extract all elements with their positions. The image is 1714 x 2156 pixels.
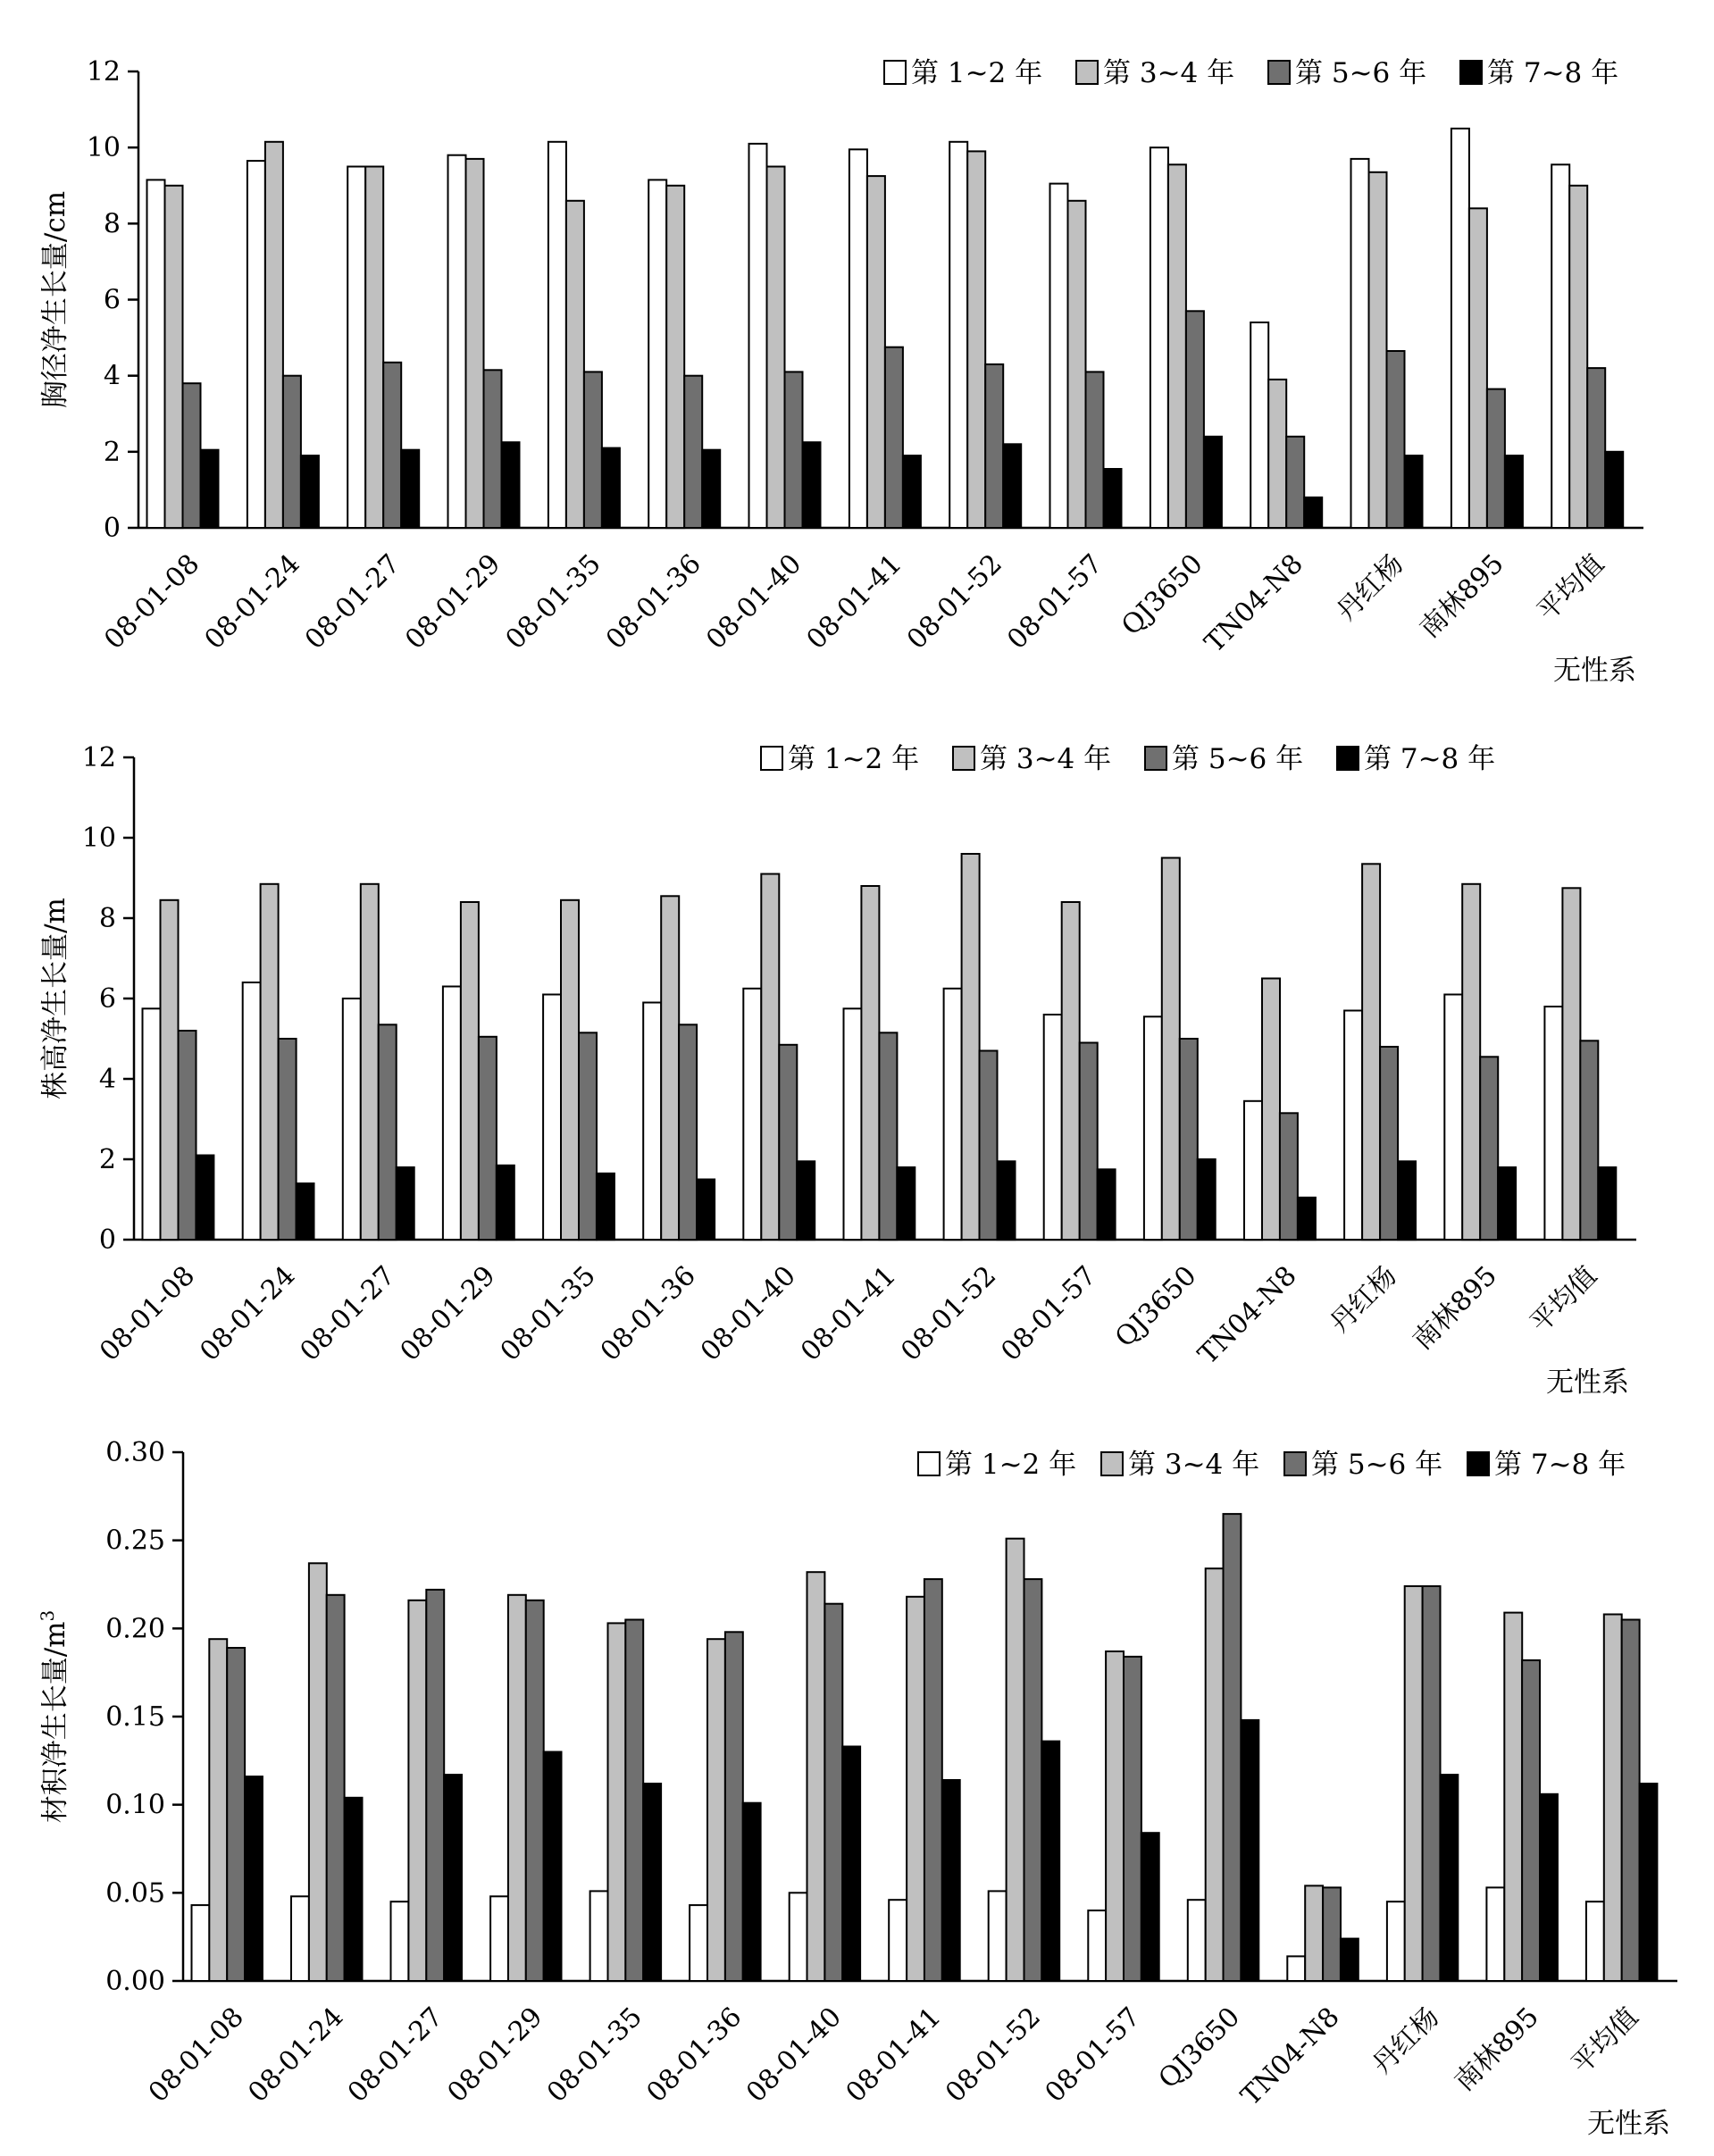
bar-1-8	[849, 149, 867, 528]
bar-4-2	[297, 1183, 314, 1240]
bar-2-2	[309, 1563, 327, 1981]
bar-1-12	[1244, 1101, 1262, 1240]
x-category-label: 08-01-08	[94, 1259, 202, 1367]
x-category-label: 08-01-08	[142, 2001, 250, 2109]
bar-3-2	[283, 376, 301, 528]
bar-2-1	[165, 186, 183, 528]
bar-4-1	[196, 1156, 213, 1241]
bar-1-7	[790, 1893, 807, 1981]
y-tick-label: 4	[98, 1064, 116, 1095]
bar-2-5	[561, 900, 579, 1240]
bar-4-6	[697, 1180, 715, 1241]
y-tick-label: 8	[103, 208, 121, 240]
bar-2-10	[1062, 902, 1080, 1240]
bar-1-8	[889, 1900, 907, 1981]
x-category-label: 08-01-08	[98, 547, 206, 656]
legend-label: 第 5~6 年	[1311, 1449, 1443, 1481]
bar-4-9	[1041, 1742, 1059, 1981]
bar-1-6	[690, 1905, 707, 1981]
x-category-label: TN04-N8	[1191, 1259, 1303, 1371]
bar-1-3	[343, 999, 361, 1240]
x-category-label: 平均值	[1531, 547, 1610, 628]
chart-panel-3	[37, 1437, 1677, 2140]
bar-2-6	[666, 186, 684, 528]
bar-1-8	[844, 1008, 862, 1240]
bar-2-9	[1007, 1539, 1024, 1981]
bar-1-6	[648, 180, 666, 528]
bar-3-7	[785, 372, 803, 528]
bar-2-7	[761, 874, 779, 1241]
bar-4-1	[245, 1776, 263, 1981]
bar-2-13	[1362, 864, 1380, 1240]
x-category-label: TN04-N8	[1199, 547, 1309, 659]
bar-2-1	[161, 900, 179, 1240]
bar-3-12	[1286, 437, 1304, 528]
bar-3-13	[1380, 1047, 1398, 1240]
x-category-label: 08-01-27	[341, 2001, 449, 2109]
x-category-label: 丹红杨	[1324, 1259, 1403, 1340]
legend-label: 第 7~8 年	[1487, 57, 1619, 89]
bar-2-7	[767, 167, 785, 529]
bar-4-2	[301, 455, 319, 528]
bar-3-7	[779, 1045, 797, 1240]
bar-3-9	[980, 1051, 998, 1241]
y-tick-label: 0.20	[105, 1613, 165, 1645]
legend-label: 第 7~8 年	[1494, 1449, 1626, 1481]
bar-1-10	[1050, 184, 1068, 528]
bar-1-13	[1387, 1901, 1405, 1981]
bar-3-10	[1086, 372, 1104, 528]
bar-3-3	[379, 1024, 397, 1240]
x-category-label: QJ3650	[1116, 547, 1209, 642]
bar-4-7	[803, 442, 821, 528]
bar-2-11	[1168, 164, 1186, 528]
bar-4-9	[998, 1161, 1016, 1240]
bar-2-3	[365, 167, 383, 529]
bar-1-15	[1586, 1901, 1604, 1981]
bar-3-5	[584, 372, 602, 528]
bar-2-8	[907, 1597, 924, 1981]
y-tick-label: 8	[98, 903, 116, 934]
bar-4-15	[1598, 1167, 1616, 1240]
bar-4-11	[1204, 437, 1222, 528]
bar-1-1	[192, 1905, 210, 1981]
bar-4-13	[1398, 1161, 1416, 1240]
x-category-label: QJ3650	[1108, 1259, 1203, 1354]
bar-4-13	[1440, 1775, 1458, 1981]
y-axis-title: 材积净生长量$/m^3$	[37, 1609, 71, 1824]
y-tick-label: 0	[103, 513, 121, 544]
chart-panel-1	[39, 56, 1643, 687]
bar-3-15	[1587, 368, 1605, 528]
bar-1-7	[749, 144, 767, 528]
bar-2-15	[1569, 186, 1587, 528]
bar-1-5	[548, 142, 566, 528]
bar-1-10	[1044, 1015, 1062, 1240]
bar-1-14	[1486, 1887, 1504, 1981]
bar-3-4	[479, 1037, 497, 1240]
bar-2-6	[707, 1639, 725, 1981]
legend-swatch	[1268, 61, 1290, 84]
bar-2-1	[209, 1639, 227, 1981]
bar-1-5	[543, 995, 561, 1241]
bar-4-4	[544, 1752, 562, 1982]
legend-label: 第 3~4 年	[1103, 57, 1235, 89]
bar-4-11	[1241, 1720, 1258, 1981]
bar-3-7	[824, 1604, 842, 1981]
bar-1-12	[1287, 1956, 1305, 1981]
y-tick-label: 6	[98, 983, 116, 1015]
bar-2-14	[1462, 884, 1480, 1240]
legend-label: 第 3~4 年	[980, 743, 1112, 775]
x-category-label: 08-01-27	[298, 547, 406, 656]
bar-2-9	[967, 151, 985, 528]
x-category-label: 08-01-52	[939, 2001, 1048, 2109]
legend-swatch	[1145, 747, 1166, 770]
bar-4-2	[345, 1798, 363, 1981]
bar-2-4	[508, 1595, 526, 1981]
bar-4-8	[897, 1167, 915, 1240]
chart-panel-2	[39, 742, 1636, 1399]
x-category-label: 08-01-24	[242, 2001, 350, 2109]
bar-3-1	[179, 1031, 196, 1240]
bar-1-4	[443, 987, 461, 1241]
x-category-label: 08-01-41	[840, 2001, 948, 2109]
bar-3-5	[625, 1620, 643, 1982]
bar-1-14	[1444, 995, 1462, 1241]
bar-4-10	[1141, 1833, 1159, 1981]
y-tick-label: 12	[81, 742, 116, 773]
x-category-label: 平均值	[1524, 1259, 1604, 1340]
bar-1-6	[643, 1003, 661, 1241]
y-axis-title-superscript: 3	[37, 1609, 58, 1622]
bar-3-9	[985, 364, 1003, 528]
bar-2-12	[1262, 979, 1280, 1241]
x-category-label: 南林895	[1449, 2001, 1545, 2098]
bar-1-10	[1088, 1910, 1106, 1981]
bar-3-6	[725, 1632, 743, 1981]
legend-swatch	[1284, 1452, 1306, 1475]
bar-1-9	[949, 142, 967, 528]
x-category-label: 08-01-24	[198, 547, 306, 656]
bar-3-15	[1622, 1620, 1640, 1982]
bar-3-4	[484, 370, 502, 528]
legend-swatch	[1076, 61, 1098, 84]
bar-1-4	[448, 155, 466, 528]
bar-4-14	[1505, 455, 1523, 528]
legend-swatch	[1101, 1452, 1123, 1475]
bar-4-3	[397, 1167, 414, 1240]
x-category-label: 08-01-35	[494, 1259, 602, 1367]
x-category-label: TN04-N8	[1234, 2001, 1346, 2112]
bar-1-13	[1344, 1011, 1362, 1241]
bar-3-11	[1186, 311, 1204, 528]
bar-3-10	[1124, 1657, 1141, 1981]
x-category-label: 08-01-57	[1039, 2001, 1147, 2109]
bar-1-12	[1250, 322, 1268, 528]
bar-3-2	[279, 1039, 297, 1240]
bar-4-6	[743, 1803, 761, 1981]
bar-2-5	[608, 1623, 626, 1981]
bar-2-4	[466, 159, 484, 528]
bar-2-8	[867, 176, 885, 528]
bar-1-14	[1451, 129, 1469, 528]
bar-4-4	[502, 442, 520, 528]
bar-4-7	[842, 1747, 860, 1982]
bar-1-2	[247, 161, 265, 528]
x-category-label: 08-01-36	[640, 2001, 748, 2109]
bar-4-3	[401, 450, 419, 528]
bar-4-14	[1498, 1167, 1516, 1240]
x-category-label: 08-01-29	[441, 2001, 549, 2109]
bar-4-10	[1098, 1169, 1116, 1240]
x-category-label: 08-01-40	[694, 1259, 802, 1367]
x-category-label: 丹红杨	[1366, 2001, 1446, 2081]
bar-1-1	[147, 180, 165, 528]
legend-swatch	[953, 747, 974, 770]
bar-3-6	[684, 376, 702, 528]
bar-3-14	[1480, 1057, 1498, 1240]
bar-3-11	[1224, 1514, 1242, 1981]
x-category-label: 08-01-35	[540, 2001, 648, 2109]
bar-3-14	[1522, 1660, 1540, 1981]
bar-4-4	[497, 1166, 514, 1240]
bar-2-15	[1604, 1615, 1622, 1982]
bar-2-14	[1504, 1613, 1522, 1981]
y-tick-label: 10	[86, 132, 121, 164]
bar-3-8	[885, 347, 903, 528]
legend-label: 第 5~6 年	[1172, 743, 1304, 775]
bar-4-3	[444, 1775, 462, 1981]
y-tick-label: 4	[103, 360, 121, 392]
bar-3-1	[183, 383, 201, 528]
bar-3-12	[1280, 1113, 1298, 1240]
bar-2-7	[807, 1572, 825, 1981]
x-category-label: 08-01-29	[399, 547, 507, 656]
bar-4-15	[1605, 452, 1623, 528]
legend-swatch	[761, 747, 782, 770]
bar-2-9	[962, 854, 980, 1240]
bar-3-15	[1580, 1040, 1598, 1240]
x-category-label: 08-01-40	[740, 2001, 849, 2109]
x-category-label: 南林895	[1407, 1259, 1503, 1357]
bar-3-12	[1323, 1887, 1341, 1981]
bar-3-11	[1180, 1039, 1198, 1240]
bar-4-13	[1405, 455, 1423, 528]
bar-1-11	[1188, 1900, 1206, 1981]
bar-4-8	[942, 1780, 960, 1981]
bar-2-11	[1162, 858, 1180, 1241]
bar-3-1	[227, 1648, 245, 1981]
y-tick-label: 12	[86, 56, 121, 88]
legend-swatch	[884, 61, 906, 84]
y-tick-label: 0.25	[105, 1525, 165, 1557]
y-axis-title: 胸径净生长量/cm	[39, 190, 71, 409]
x-axis-title: 无性系	[1546, 1366, 1629, 1399]
bar-1-9	[989, 1891, 1007, 1981]
bar-2-13	[1369, 172, 1387, 528]
bar-2-4	[461, 902, 479, 1240]
y-tick-label: 0.10	[105, 1789, 165, 1821]
y-tick-label: 0	[98, 1224, 116, 1256]
legend-swatch	[1460, 61, 1482, 84]
x-category-label: 08-01-36	[599, 547, 707, 656]
x-category-label: 08-01-41	[800, 547, 908, 656]
x-category-label: 平均值	[1565, 2001, 1645, 2081]
bar-4-15	[1640, 1784, 1658, 1981]
bar-3-13	[1387, 351, 1405, 528]
bar-3-3	[383, 363, 401, 528]
bar-4-5	[643, 1784, 661, 1981]
y-axis-title: 株高净生长量/m	[39, 898, 71, 1099]
bar-1-3	[391, 1901, 409, 1981]
bar-4-1	[201, 450, 219, 528]
bar-4-5	[602, 448, 620, 528]
bar-1-4	[490, 1896, 508, 1981]
x-category-label: QJ3650	[1152, 2001, 1247, 2095]
y-tick-label: 0.05	[105, 1877, 165, 1909]
bar-4-9	[1003, 444, 1021, 528]
bar-2-3	[408, 1600, 426, 1981]
x-category-label: 08-01-29	[394, 1259, 502, 1367]
legend-label: 第 1~2 年	[788, 743, 920, 775]
bar-1-5	[590, 1891, 608, 1981]
bar-3-8	[924, 1579, 942, 1981]
bar-1-13	[1351, 159, 1369, 528]
x-category-label: 08-01-57	[1001, 547, 1109, 656]
bar-4-6	[702, 450, 720, 528]
bar-3-13	[1423, 1586, 1441, 1981]
x-category-label: 08-01-41	[795, 1259, 903, 1367]
x-category-label: 08-01-24	[194, 1259, 302, 1367]
bar-4-8	[903, 455, 921, 528]
bar-2-14	[1469, 208, 1487, 528]
legend-label: 第 1~2 年	[945, 1449, 1077, 1481]
bar-2-2	[261, 884, 279, 1240]
bar-1-2	[291, 1896, 309, 1981]
x-category-label: 08-01-52	[895, 1259, 1003, 1367]
x-axis-title: 无性系	[1553, 655, 1636, 687]
x-category-label: 08-01-40	[700, 547, 808, 656]
bar-1-3	[347, 167, 365, 529]
bar-3-9	[1024, 1579, 1042, 1981]
bar-3-2	[327, 1595, 345, 1981]
x-category-label: 南林895	[1413, 547, 1510, 645]
x-category-label: 08-01-36	[594, 1259, 702, 1367]
bar-4-12	[1341, 1939, 1359, 1981]
x-category-label: 08-01-57	[995, 1259, 1103, 1367]
x-category-label: 08-01-27	[294, 1259, 402, 1367]
x-axis-title: 无性系	[1587, 2108, 1670, 2140]
bar-2-10	[1068, 201, 1086, 528]
bar-1-9	[944, 989, 962, 1240]
y-tick-label: 0.30	[105, 1437, 165, 1468]
bar-3-5	[579, 1032, 597, 1240]
legend-label: 第 7~8 年	[1364, 743, 1496, 775]
bar-3-14	[1487, 389, 1505, 528]
bar-2-5	[566, 201, 584, 528]
y-tick-label: 0.00	[105, 1966, 165, 1997]
bar-2-12	[1305, 1885, 1323, 1981]
x-category-label: 丹红杨	[1330, 547, 1410, 628]
legend-swatch	[1337, 747, 1359, 770]
bar-4-12	[1304, 497, 1322, 528]
bar-2-6	[661, 896, 679, 1240]
bar-2-2	[265, 142, 283, 528]
bar-2-13	[1405, 1586, 1423, 1981]
legend-label: 第 5~6 年	[1295, 57, 1427, 89]
bar-1-1	[143, 1008, 161, 1240]
x-category-label: 08-01-52	[900, 547, 1008, 656]
y-tick-label: 10	[81, 823, 116, 854]
bar-1-15	[1551, 164, 1569, 528]
bar-1-11	[1150, 147, 1168, 528]
x-category-label: 08-01-35	[499, 547, 607, 656]
bar-2-8	[861, 886, 879, 1240]
legend-swatch	[918, 1452, 940, 1475]
y-tick-label: 0.15	[105, 1701, 165, 1733]
legend-label: 第 1~2 年	[911, 57, 1043, 89]
bar-2-15	[1562, 888, 1580, 1240]
y-tick-label: 6	[103, 284, 121, 316]
legend-label: 第 3~4 年	[1128, 1449, 1260, 1481]
bar-3-10	[1080, 1043, 1098, 1241]
bar-1-7	[743, 989, 761, 1240]
bar-4-12	[1298, 1198, 1316, 1240]
bar-3-6	[679, 1024, 697, 1240]
y-tick-label: 2	[103, 436, 121, 468]
bar-4-7	[797, 1161, 815, 1240]
bar-2-3	[361, 884, 379, 1240]
y-tick-label: 2	[98, 1144, 116, 1175]
bar-2-10	[1106, 1651, 1124, 1981]
bar-4-5	[597, 1174, 615, 1240]
bar-3-8	[879, 1032, 897, 1240]
bar-2-11	[1206, 1568, 1224, 1981]
bar-4-14	[1540, 1794, 1558, 1981]
bar-1-11	[1144, 1016, 1162, 1240]
bar-3-4	[526, 1600, 544, 1981]
bar-1-2	[243, 982, 261, 1240]
bar-4-11	[1198, 1159, 1216, 1240]
bar-1-15	[1544, 1007, 1562, 1240]
bar-4-10	[1104, 469, 1122, 528]
bar-2-12	[1268, 380, 1286, 528]
bar-3-3	[426, 1590, 444, 1981]
legend-swatch	[1467, 1452, 1489, 1475]
